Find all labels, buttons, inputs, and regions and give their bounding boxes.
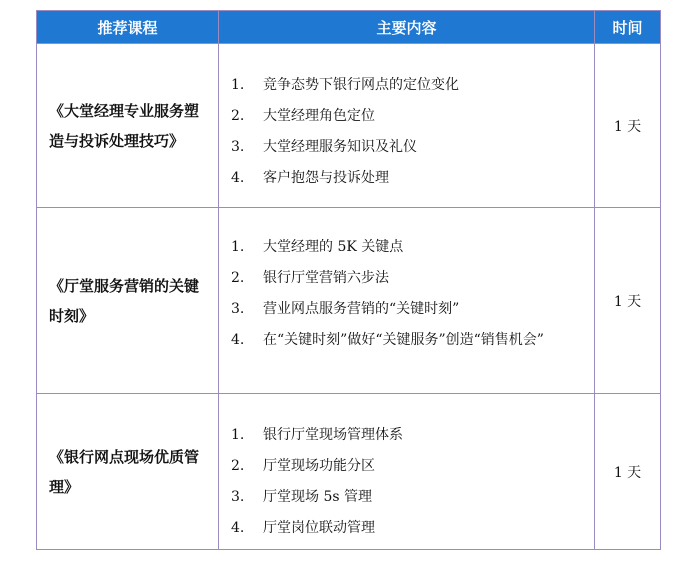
item-text: 银行厅堂营销六步法 [263,270,389,286]
list-item [231,163,586,194]
header-time: 时间 [595,11,661,44]
item-text: 厅堂现场 5s 管理 [263,489,372,505]
item-text: 营业网点服务营销的“关键时刻” [263,301,460,317]
item-text: 厅堂岗位联动管理 [263,520,375,536]
header-row [37,11,661,44]
item-text: 在“关键时刻”做好“关键服务”创造“销售机会” [263,332,544,348]
item-number: 3. [231,139,245,155]
item-number: 1. [231,427,245,443]
list-item [231,263,586,294]
item-text: 大堂经理角色定位 [263,108,375,124]
course-table [36,10,661,550]
item-number: 4. [231,170,245,186]
item-text: 银行厅堂现场管理体系 [263,427,403,443]
item-number: 2. [231,108,245,124]
duration: 1 天 [595,44,661,208]
table-row [37,44,661,208]
item-number: 3. [231,489,245,505]
item-text: 厅堂现场功能分区 [263,458,375,474]
course-name: 《厅堂服务营销的关键时刻》 [37,208,219,394]
table-row [37,394,661,550]
course-name: 《大堂经理专业服务塑造与投诉处理技巧》 [37,44,219,208]
table-row [37,208,661,394]
course-name: 《银行网点现场优质管理》 [37,394,219,550]
table-header [37,11,661,44]
list-item [231,101,586,132]
duration: 1 天 [595,208,661,394]
item-number: 1. [231,77,245,93]
list-item [231,482,586,513]
content-list [219,208,595,394]
header-course: 推荐课程 [37,11,219,44]
list-item [231,325,586,356]
item-number: 2. [231,458,245,474]
list-item [231,232,586,263]
list-item [231,294,586,325]
item-number: 4. [231,332,245,348]
list-item [231,70,586,101]
item-text: 大堂经理的 5K 关键点 [263,239,404,255]
item-number: 1. [231,239,245,255]
item-number: 3. [231,301,245,317]
duration: 1 天 [595,394,661,550]
item-number: 2. [231,270,245,286]
list-item [231,420,586,451]
item-text: 竞争态势下银行网点的定位变化 [263,77,459,93]
content-list [219,394,595,550]
table-body [37,44,661,550]
list-item [231,451,586,482]
list-item [231,513,586,544]
list-item [231,132,586,163]
content-list [219,44,595,208]
item-text: 客户抱怨与投诉处理 [263,170,389,186]
header-content: 主要内容 [219,11,595,44]
item-number: 4. [231,520,245,536]
item-text: 大堂经理服务知识及礼仪 [263,139,417,155]
